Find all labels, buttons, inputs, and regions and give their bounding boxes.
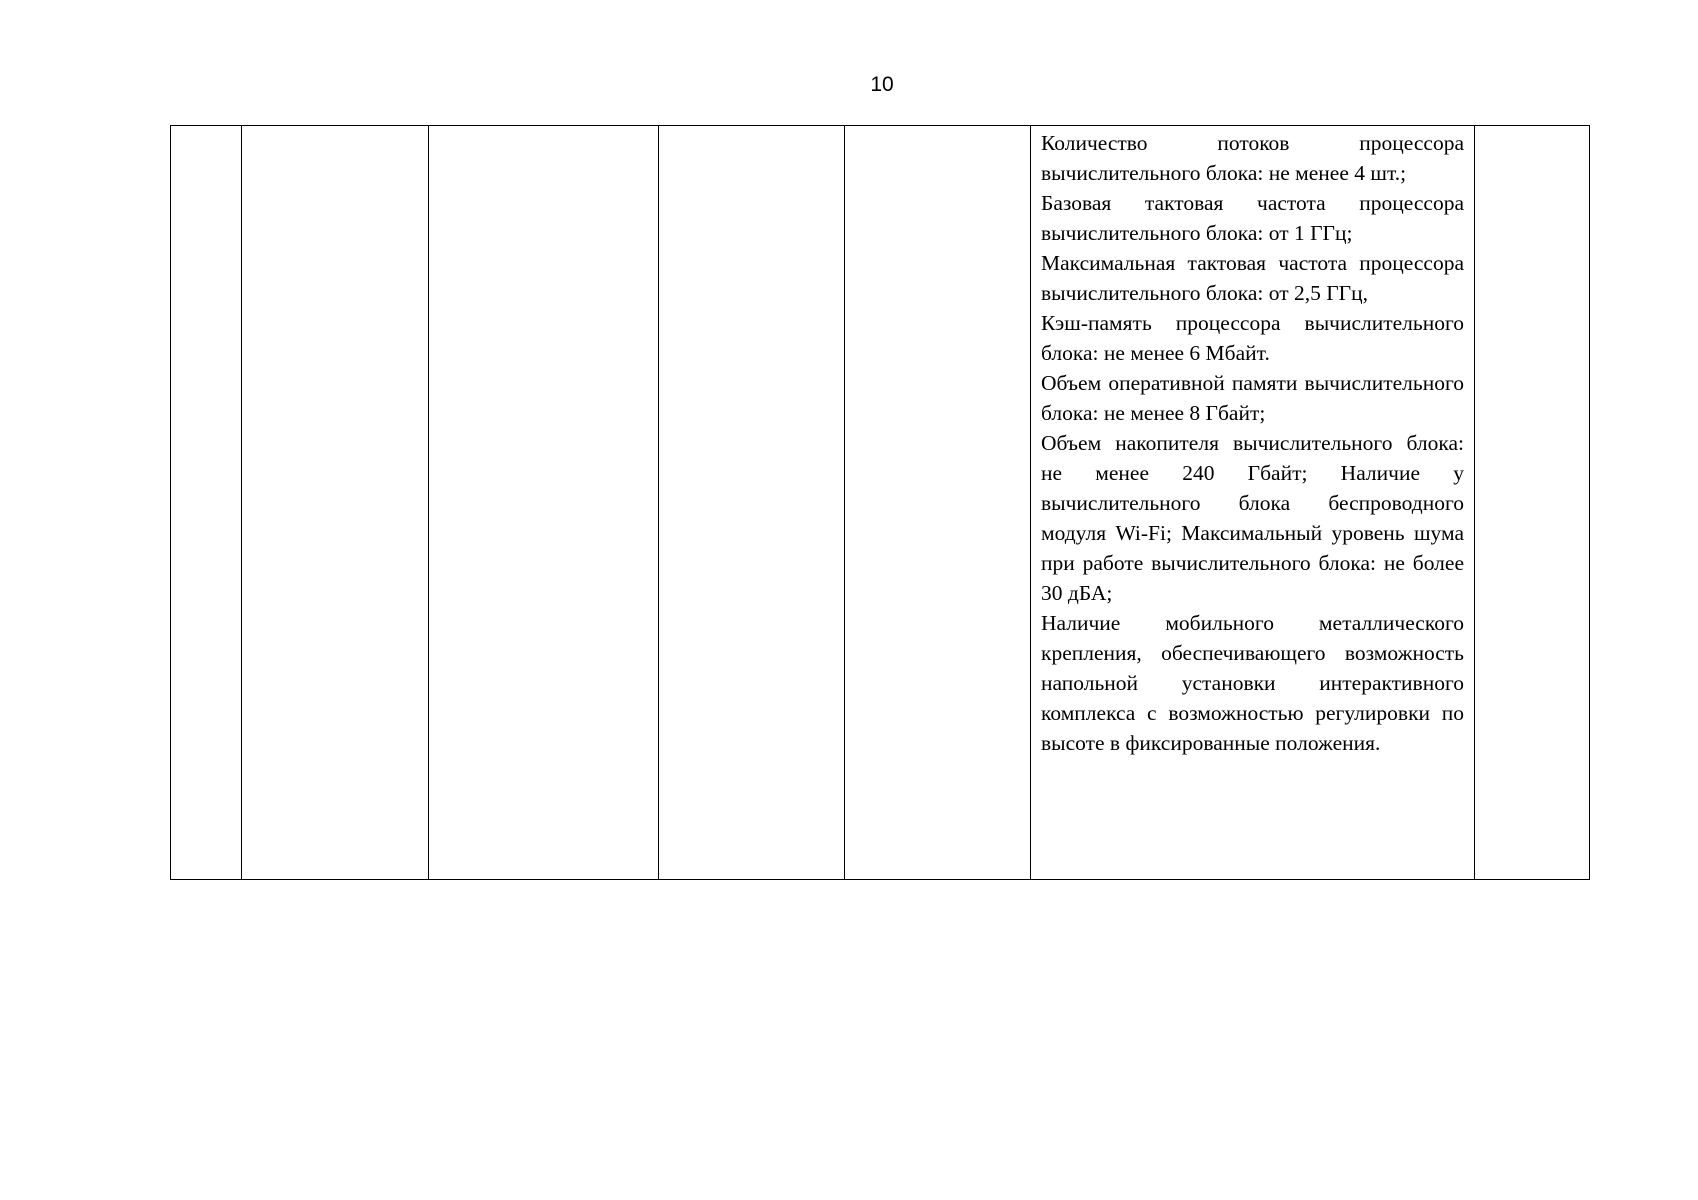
cell-name: [242, 126, 429, 880]
spec-paragraph: Объем накопителя вычислительного блока: не менее 240 Гбайт; Наличие у вычислительного блока беспроводного модуля Wi-Fi; Максимальный уровень шума при работе вычислительного блока: не более 30 дБА;: [1041, 431, 1464, 605]
spec-paragraph: Максимальная тактовая частота процессора вычислительного блока: от 2,5 ГГц,: [1041, 251, 1464, 305]
specification-table: [170, 125, 1590, 880]
page-number: 10: [870, 73, 894, 96]
cell-number: [171, 126, 242, 880]
spec-paragraph: Наличие мобильного металлического крепления, обеспечивающего возможность напольной установки интерактивного комплекса с возможностью регулировки по высоте в фиксированные положения.: [1041, 611, 1464, 755]
cell-specifications: [1031, 126, 1475, 880]
spec-paragraph: Кэш-память процессора вычислительного блока: не менее 6 Мбайт.: [1041, 311, 1464, 365]
cell-last: [1475, 126, 1590, 880]
spec-paragraph: Базовая тактовая частота процессора вычислительного блока: от 1 ГГц;: [1041, 191, 1464, 245]
cell-col-5: [845, 126, 1031, 880]
table-row: [171, 126, 1590, 880]
spec-paragraph: Объем оперативной памяти вычислительного блока: не менее 8 Гбайт;: [1041, 371, 1464, 425]
cell-col-3: [429, 126, 659, 880]
spec-paragraph: Количество потоков процессора вычислительного блока: не менее 4 шт.;: [1041, 131, 1464, 185]
cell-col-4: [659, 126, 845, 880]
